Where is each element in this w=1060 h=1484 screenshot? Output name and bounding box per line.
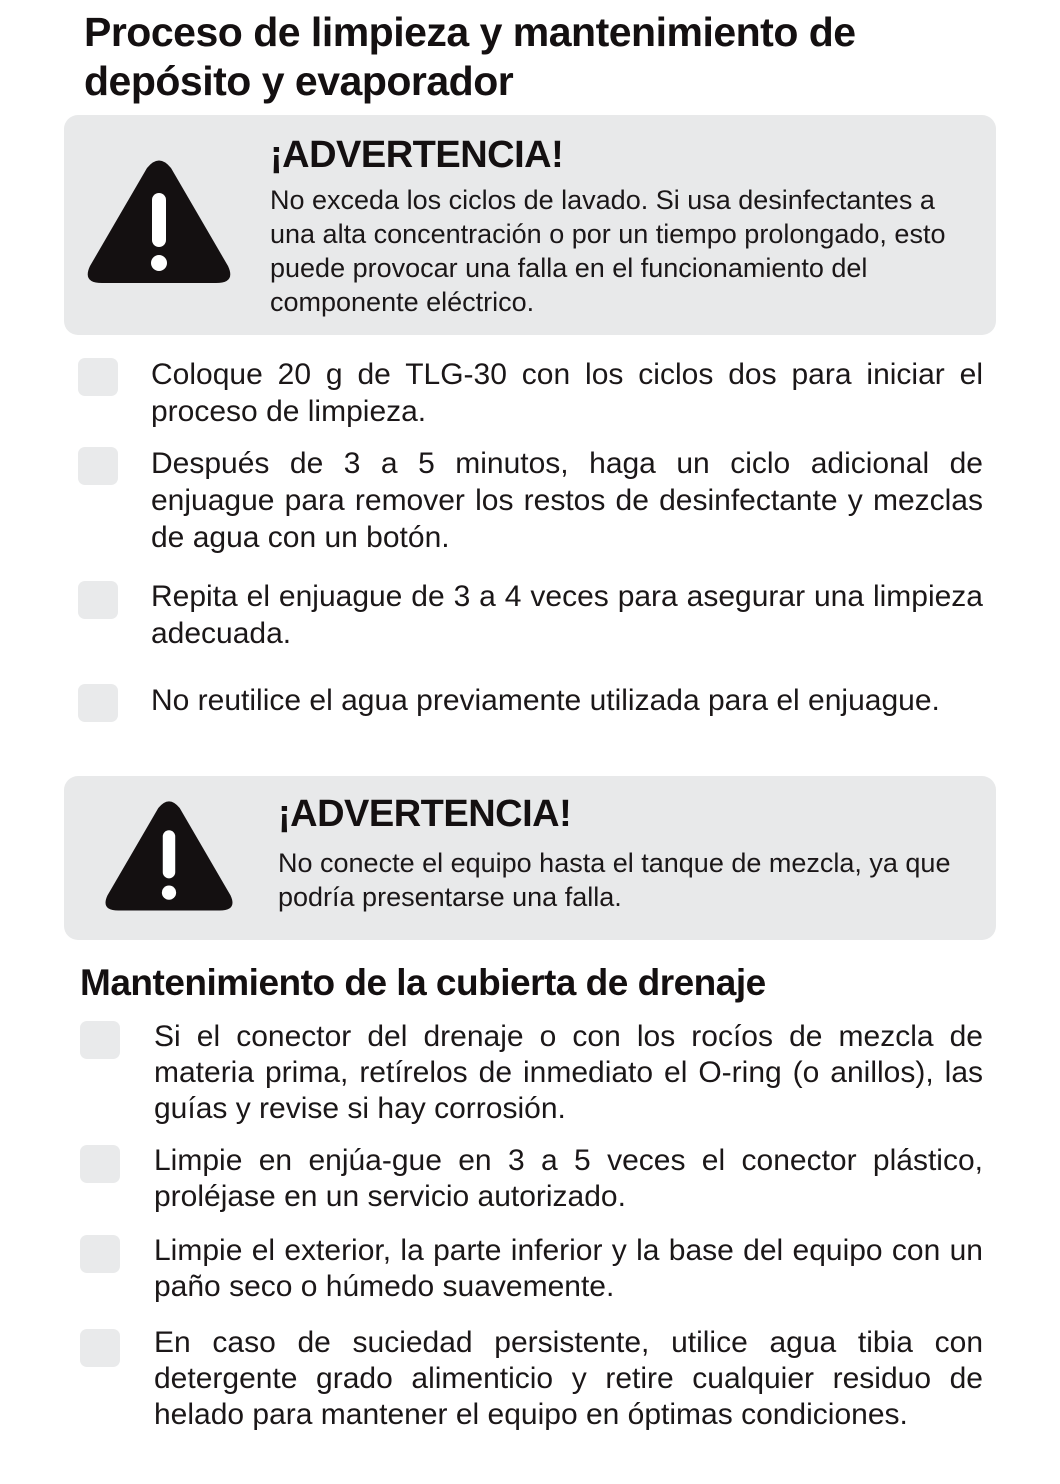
- warning-panel: [64, 115, 996, 335]
- checkbox[interactable]: [78, 581, 118, 619]
- checkbox[interactable]: [80, 1235, 120, 1273]
- checkbox[interactable]: [80, 1329, 120, 1367]
- checkbox[interactable]: [78, 684, 118, 722]
- checkbox[interactable]: [80, 1021, 120, 1059]
- checklist-item-text: Coloque 20 g de TLG-30 con los ciclos dos para iniciar el proceso de limpieza.: [151, 358, 983, 428]
- checklist-item-text: Repita el enjuague de 3 a 4 veces para asegurar una limpieza adecuada.: [151, 580, 983, 650]
- checklist-item-text: Después de 3 a 5 minutos, haga un ciclo adicional de enjuague para remover los restos de desinfectante y mezclas de agua con un botón.: [151, 447, 983, 554]
- warning-triangle-icon: [102, 800, 236, 914]
- section-title: Mantenimiento de la cubierta de drenaje: [80, 962, 766, 1003]
- checklist-item-text: No reutilice el agua previamente utilizada para el enjuague.: [151, 684, 940, 717]
- checklist-item-text: Si el conector del drenaje o con los rocíos de mezcla de materia prima, retírelos de inmediato el O-ring (o anillos), las guías y revise si hay corrosión.: [154, 1020, 983, 1125]
- warning-title: ¡ADVERTENCIA!: [278, 793, 572, 835]
- warning-text: No conecte el equipo hasta el tanque de mezcla, ya que podría presentarse una falla.: [278, 848, 951, 912]
- checkbox[interactable]: [80, 1145, 120, 1183]
- warning-panel: [64, 776, 996, 940]
- checkbox[interactable]: [78, 447, 118, 485]
- warning-triangle-icon: [86, 159, 232, 287]
- checklist-item-text: Limpie en enjúa-gue en 3 a 5 veces el conector plástico, proléjase en un servicio autorizado.: [154, 1144, 983, 1213]
- warning-text: No exceda los ciclos de lavado. Si usa desinfectantes a una alta concentración o por un tiempo prolongado, esto puede provocar una falla en el funcionamiento del componente eléctrico.: [270, 185, 946, 317]
- page-title: Proceso de limpieza y mantenimiento de depósito y evaporador: [84, 9, 856, 104]
- checkbox[interactable]: [78, 358, 118, 396]
- warning-title: ¡ADVERTENCIA!: [270, 134, 564, 176]
- checklist-item-text: En caso de suciedad persistente, utilice agua tibia con detergente grado alimenticio y retire cualquier residuo de helado para mantener el equipo en óptimas condiciones.: [154, 1326, 983, 1431]
- checklist-item-text: Limpie el exterior, la parte inferior y la base del equipo con un paño seco o húmedo suavemente.: [154, 1234, 983, 1303]
